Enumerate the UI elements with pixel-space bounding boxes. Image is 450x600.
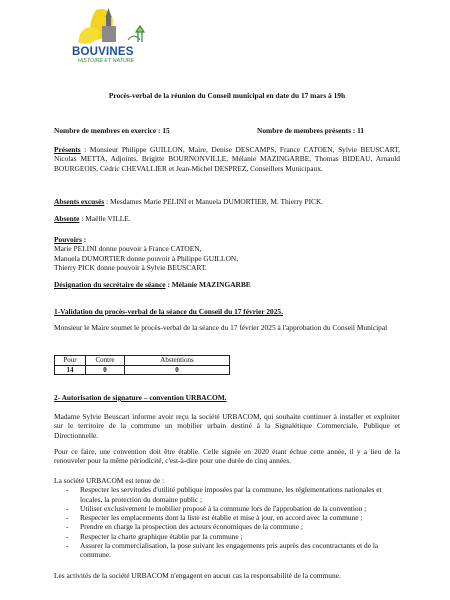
absent-text: : Maëlle VILLE. bbox=[79, 214, 131, 223]
obligations-list bbox=[54, 485, 400, 559]
absent-paragraph bbox=[54, 214, 400, 223]
section1-title-text: 1-Validation du procès-verbal de la séance du Conseil du 17 février 2025. bbox=[54, 307, 283, 316]
secretary-paragraph bbox=[54, 280, 400, 289]
logo-tagline: HISTOIRE ET NATURE bbox=[78, 58, 135, 64]
list-item: - Respecter les emplacements dont la liste est établie et mise à jour, en accord avec la commune ; bbox=[66, 513, 400, 522]
proxy-line: Marie PELINI donne pouvoir à France CATOEN, bbox=[54, 244, 202, 254]
vote-header-against: Contre bbox=[86, 356, 125, 366]
excused-text: : Mesdames Marie PELINI et Manuela DUMORTIER, M. Thierry PICK. bbox=[104, 197, 324, 206]
section2-closing: Les activités de la société URBACOM n'engagent en aucun cas la responsabilité de la commune. bbox=[54, 571, 341, 580]
list-item: - Respecter les servitudes d'utilité publique imposées par la commune, les réglementations nationales et locales, la protection du domaine public ; bbox=[66, 485, 400, 504]
list-item: - Respecter la charte graphique établie par la commune ; bbox=[66, 532, 400, 541]
proxies-label: Pouvoirs bbox=[54, 235, 82, 244]
vote-value-against: 0 bbox=[86, 365, 125, 375]
proxies-section: Pouvoirs : Marie PELINI donne pouvoir à France CATOEN, Manuela DUMORTIER donne pouvoir à Philippe GUILLON, Thierry PICK donne pouvoir à Sylvie BEUSCART. bbox=[54, 235, 400, 272]
list-item: - Prendre en charge la prospection des acteurs économiques de la commune ; bbox=[66, 522, 400, 531]
proxy-line: Thierry PICK donne pouvoir à Sylvie BEUSCART. bbox=[54, 262, 207, 272]
present-paragraph bbox=[54, 145, 400, 173]
members-present: Nombre de membres présents : 11 bbox=[257, 126, 365, 135]
section2-paragraph-2: Pour ce faire, une convention doit être établie. Celle signée en 2020 étant échue cette année, il y a lieu de la renouveler pour la même périodicité, c'est-à-dire pour une durée de cinq années. bbox=[54, 447, 400, 466]
section1-title bbox=[54, 307, 400, 316]
logo-name: BOUVINES bbox=[72, 46, 134, 58]
list-item: - Utiliser exclusivement le mobilier proposé à la commune lors de l'approbation de la convention ; bbox=[66, 504, 400, 513]
vote-value-abstentions: 0 bbox=[125, 365, 230, 375]
vote-value-for: 14 bbox=[55, 365, 86, 375]
present-label: Présents bbox=[54, 145, 81, 154]
bouvines-logo bbox=[66, 4, 156, 70]
list-item: - Assurer la commercialisation, la pose suivant les engagements pris auprès des cocontractants et de la commune. bbox=[66, 541, 400, 560]
list-intro: La société URBACOM est tenue de : bbox=[54, 476, 165, 485]
section1-text: Monsieur le Maire soumet le procès-verbal de la séance du 17 février 2025 à l'approbation du Conseil Municipal bbox=[54, 323, 388, 332]
proxy-line: Manuela DUMORTIER donne pouvoir à Philippe GUILLON, bbox=[54, 253, 239, 263]
excused-paragraph bbox=[54, 197, 400, 206]
members-in-office: Nombre de membres en exercice : 15 bbox=[54, 126, 170, 135]
secretary-text: : Mélanie MAZINGARBE bbox=[165, 280, 251, 289]
vote-header-for: Pour bbox=[55, 356, 86, 366]
section2-paragraph-1: Madame Sylvie Beuscart informe avoir reçu la société URBACOM, qui souhaite continuer à installer et exploiter sur le territoire de la commune un mobilier urbain destiné à la Signalétique Commerciale, Publique et Directionnelle. bbox=[54, 412, 400, 440]
excused-label: Absents excusés bbox=[54, 197, 105, 206]
page-title: Procès-verbal de la réunion du Conseil municipal en date du 17 mars à 19h bbox=[108, 91, 346, 100]
present-text: : Monsieur Philippe GUILLON, Maire, Denise DESCAMPS, France CATOEN, Sylvie BEUSCART, Nicolas METTA, Adjoints, Brigitte BOURNONVILLE, Mélanie MAZINGARBE, Thomas BIDEAU, Arnauld BOURGEOIS, Cédric CHEVALLIER et Jean-Michel DESPREZ, Conseillers Municipaux. bbox=[54, 145, 400, 173]
section2-title-text: 2- Autorisation de signature – convention URBACOM. bbox=[54, 393, 227, 402]
absent-label: Absente bbox=[54, 214, 80, 223]
vote-header-abstentions: Abstentions bbox=[125, 356, 230, 366]
section2-title bbox=[54, 393, 400, 402]
vote-table bbox=[54, 355, 230, 375]
section2-list bbox=[54, 476, 400, 560]
member-counts bbox=[54, 126, 400, 135]
secretary-label: Désignation du secrétaire de séance bbox=[54, 280, 166, 289]
